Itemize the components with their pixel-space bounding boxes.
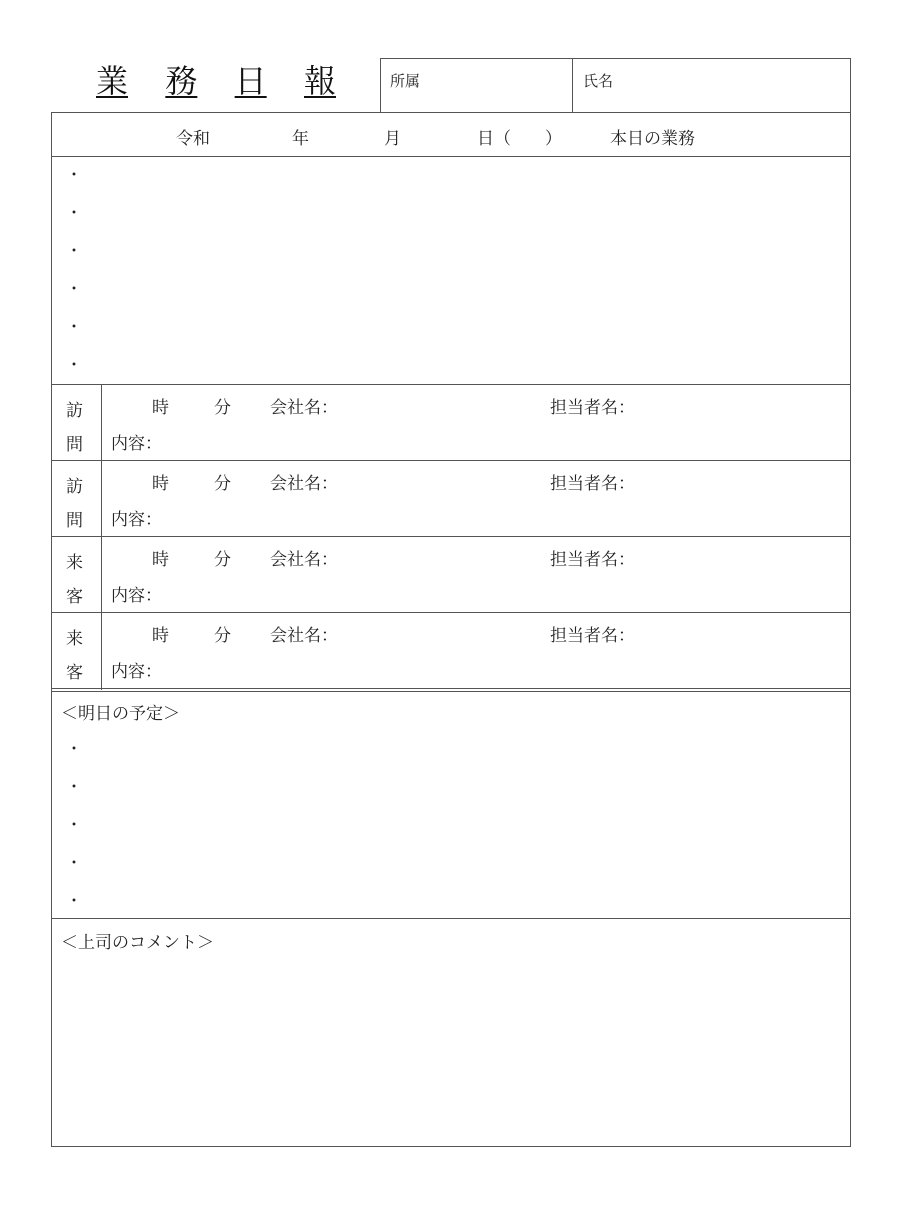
entry-type-char: 訪 xyxy=(66,477,83,497)
entry-type-char: 来 xyxy=(66,629,83,649)
bullet: ・ xyxy=(66,241,83,260)
bullet: ・ xyxy=(66,317,83,336)
content-label: 内容： xyxy=(111,510,162,530)
contact-label: 担当者名： xyxy=(550,550,635,570)
contact-label: 担当者名： xyxy=(550,398,635,418)
section-title-today: 本日の業務 xyxy=(610,129,695,149)
divider xyxy=(51,460,851,461)
bullet: ・ xyxy=(66,279,83,298)
name-label: 氏名 xyxy=(583,72,614,90)
divider xyxy=(51,691,851,692)
bullet: ・ xyxy=(66,891,83,910)
bullet: ・ xyxy=(66,203,83,222)
company-label: 会社名： xyxy=(270,550,338,570)
contact-label: 担当者名： xyxy=(550,626,635,646)
title-char: 日 xyxy=(234,62,267,100)
divider xyxy=(51,536,851,537)
contact-label: 担当者名： xyxy=(550,474,635,494)
bullet: ・ xyxy=(66,355,83,374)
era-label: 令和 xyxy=(176,129,210,149)
hour-label: 時 xyxy=(152,626,169,646)
minute-label: 分 xyxy=(214,626,231,646)
entry-type-char: 客 xyxy=(66,587,83,607)
divider xyxy=(51,688,851,689)
affiliation-label: 所属 xyxy=(390,72,421,90)
name-field[interactable] xyxy=(572,58,851,113)
bullet: ・ xyxy=(66,853,83,872)
entry-type-char: 来 xyxy=(66,553,83,573)
month-label: 月 xyxy=(384,129,401,149)
hour-label: 時 xyxy=(152,474,169,494)
content-label: 内容： xyxy=(111,586,162,606)
tomorrow-heading: ＜明日の予定＞ xyxy=(61,704,180,724)
title-char: 報 xyxy=(303,62,336,100)
entry-type-char: 訪 xyxy=(66,401,83,421)
day-label: 日（ ） xyxy=(477,129,562,149)
comment-heading: ＜上司のコメント＞ xyxy=(61,933,214,953)
supervisor-comment-area[interactable] xyxy=(52,919,850,1146)
bullet: ・ xyxy=(66,165,83,184)
divider xyxy=(51,156,851,157)
bullet: ・ xyxy=(66,777,83,796)
minute-label: 分 xyxy=(214,550,231,570)
entry-type-char: 客 xyxy=(66,663,83,683)
company-label: 会社名： xyxy=(270,626,338,646)
entry-type-char: 問 xyxy=(66,435,83,455)
hour-label: 時 xyxy=(152,550,169,570)
divider xyxy=(51,612,851,613)
affiliation-field[interactable] xyxy=(380,58,573,113)
content-label: 内容： xyxy=(111,662,162,682)
type-column-divider xyxy=(101,384,102,690)
minute-label: 分 xyxy=(214,398,231,418)
report-title xyxy=(96,58,336,98)
entry-type-char: 問 xyxy=(66,511,83,531)
bullet: ・ xyxy=(66,739,83,758)
content-label: 内容： xyxy=(111,434,162,454)
title-char: 務 xyxy=(165,62,198,100)
minute-label: 分 xyxy=(214,474,231,494)
company-label: 会社名： xyxy=(270,398,338,418)
bullet: ・ xyxy=(66,815,83,834)
divider xyxy=(51,384,851,385)
year-label: 年 xyxy=(292,129,309,149)
title-char: 業 xyxy=(96,62,129,100)
company-label: 会社名： xyxy=(270,474,338,494)
hour-label: 時 xyxy=(152,398,169,418)
